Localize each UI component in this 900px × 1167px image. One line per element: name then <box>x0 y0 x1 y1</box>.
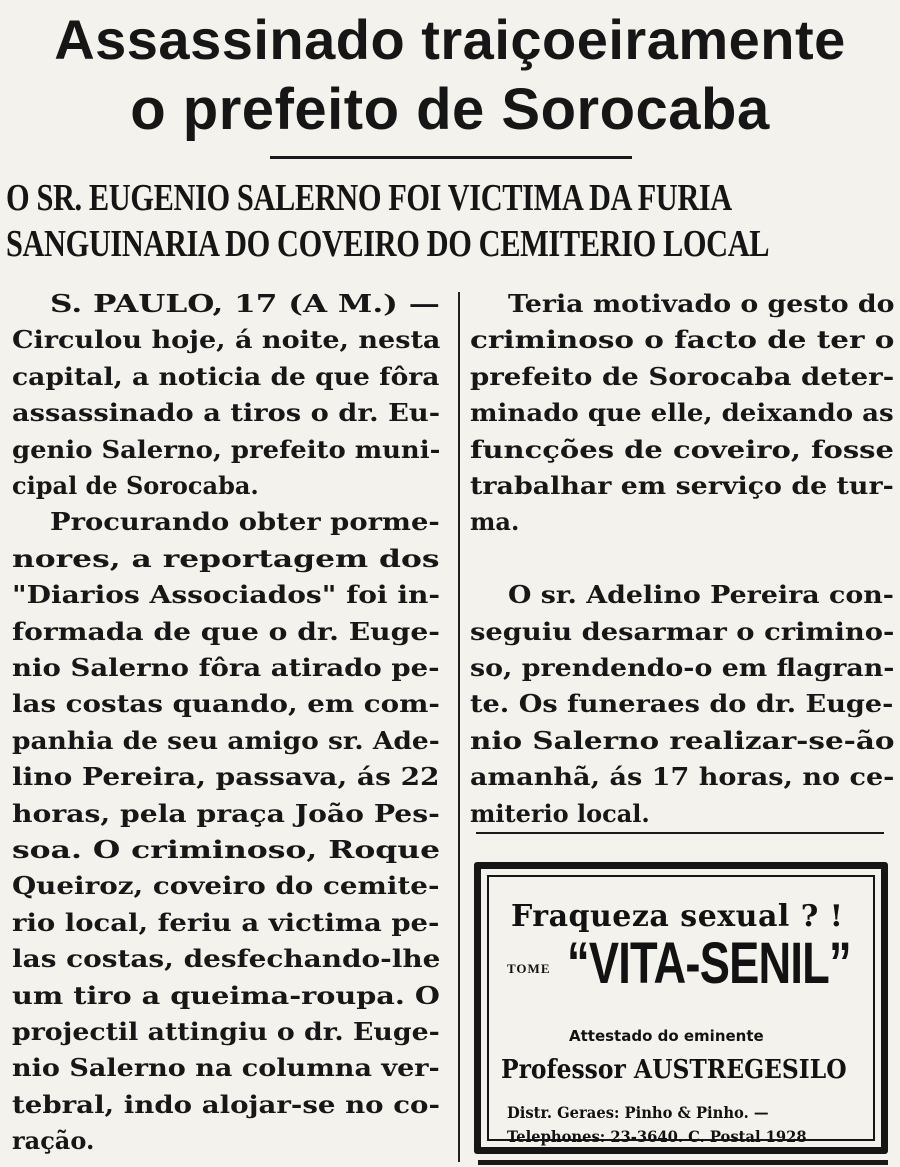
article-line: rio local, feriu a victima pe- <box>12 907 440 937</box>
ad-brand-name: “VITA-SENIL” <box>567 931 851 996</box>
article-line: las costas, desfechando-lhe <box>12 944 441 974</box>
article-line: funcções de coveiro, fosse <box>470 434 894 464</box>
article-line: cipal de Sorocaba. <box>12 471 259 500</box>
article-line: ma. <box>470 507 520 537</box>
subheadline-line-1: O SR. EUGENIO SALERNO FOI VICTIMA DA FURIA <box>6 177 732 219</box>
article-line: las costas quando, em com- <box>12 689 440 719</box>
article-line: tebral, indo alojar-se no co- <box>12 1089 440 1119</box>
article-right-column <box>470 286 895 828</box>
article-line: Procurando obter porme- <box>50 507 440 537</box>
ad-attestation: Attestado do eminente <box>569 1027 764 1045</box>
article-line: formada de que o dr. Euge- <box>12 616 440 646</box>
article-line: so, prendendo-o em flagran- <box>470 653 895 682</box>
article-line: capital, a noticia de que fôra <box>12 361 440 391</box>
article-line: te. Os funeraes do dr. Euge- <box>470 689 894 719</box>
advertisement-bottom-rule <box>478 1160 888 1165</box>
ad-title: Fraqueza sexual ? ! <box>511 899 844 934</box>
article-line: assassinado a tiros o dr. Eu- <box>12 398 441 428</box>
article-line: miterio local. <box>470 798 650 828</box>
article-line: nio Salerno na columna ver- <box>12 1053 440 1083</box>
headline-line-2: o prefeito de Sorocaba <box>130 77 770 142</box>
advertisement-inner-border <box>487 875 875 1146</box>
article-line: amanhã, ás 17 horas, no ce- <box>470 762 895 792</box>
ad-tome-label: TOME <box>507 961 551 976</box>
article-line: horas, pela praça João Pes- <box>12 798 440 828</box>
advertisement-box <box>474 862 888 1154</box>
article-line: trabalhar em serviço de tur- <box>470 471 894 500</box>
headline-line-1: Assassinado traiçoeiramente <box>54 8 846 71</box>
article-line: nio Salerno realizar-se-ão <box>470 725 895 755</box>
article-line: Teria motivado o gesto do <box>508 289 895 318</box>
article-line: projectil attingiu o dr. Euge- <box>12 1017 440 1046</box>
ad-phone: Telephones: 23-3640. C. Postal 1928 <box>507 1127 807 1146</box>
article-line: nio Salerno fôra atirado pe- <box>12 653 440 682</box>
ad-professor: Professor AUSTREGESILO <box>501 1055 847 1085</box>
article-line: seguiu desarmar o crimino- <box>470 616 895 646</box>
article-line: prefeito de Sorocaba deter- <box>470 361 895 391</box>
article-line: nores, a reportagem dos <box>12 543 440 573</box>
article-end-rule <box>476 832 884 834</box>
article-line: genio Salerno, prefeito muni- <box>12 434 441 464</box>
subheadline-line-2: SANGUINARIA DO COVEIRO DO CEMITERIO LOCAL <box>6 223 770 265</box>
article-line: panhia de seu amigo sr. Ade- <box>12 725 440 755</box>
article-line: Circulou hoje, á noite, nesta <box>12 325 441 355</box>
article-line: O sr. Adelino Pereira con- <box>508 580 894 610</box>
article-line: S. PAULO, 17 (A M.) — <box>50 289 440 318</box>
article-line: minado que elle, deixando as <box>470 398 894 428</box>
article-line: ração. <box>12 1126 95 1156</box>
article-line: Queiroz, coveiro do cemite- <box>12 871 440 901</box>
article-line: "Diarios Associados" foi in- <box>12 580 441 610</box>
article-left-column <box>12 286 442 1166</box>
headline-divider <box>270 156 632 159</box>
article-line: um tiro a queima-roupa. O <box>12 980 440 1010</box>
article-line: lino Pereira, passava, ás 22 <box>12 762 440 792</box>
article-line: criminoso o facto de ter o <box>470 325 895 355</box>
article-line: soa. O criminoso, Roque <box>12 835 441 864</box>
ad-distributor: Distr. Geraes: Pinho & Pinho. — <box>507 1103 769 1122</box>
column-divider <box>458 292 460 1162</box>
